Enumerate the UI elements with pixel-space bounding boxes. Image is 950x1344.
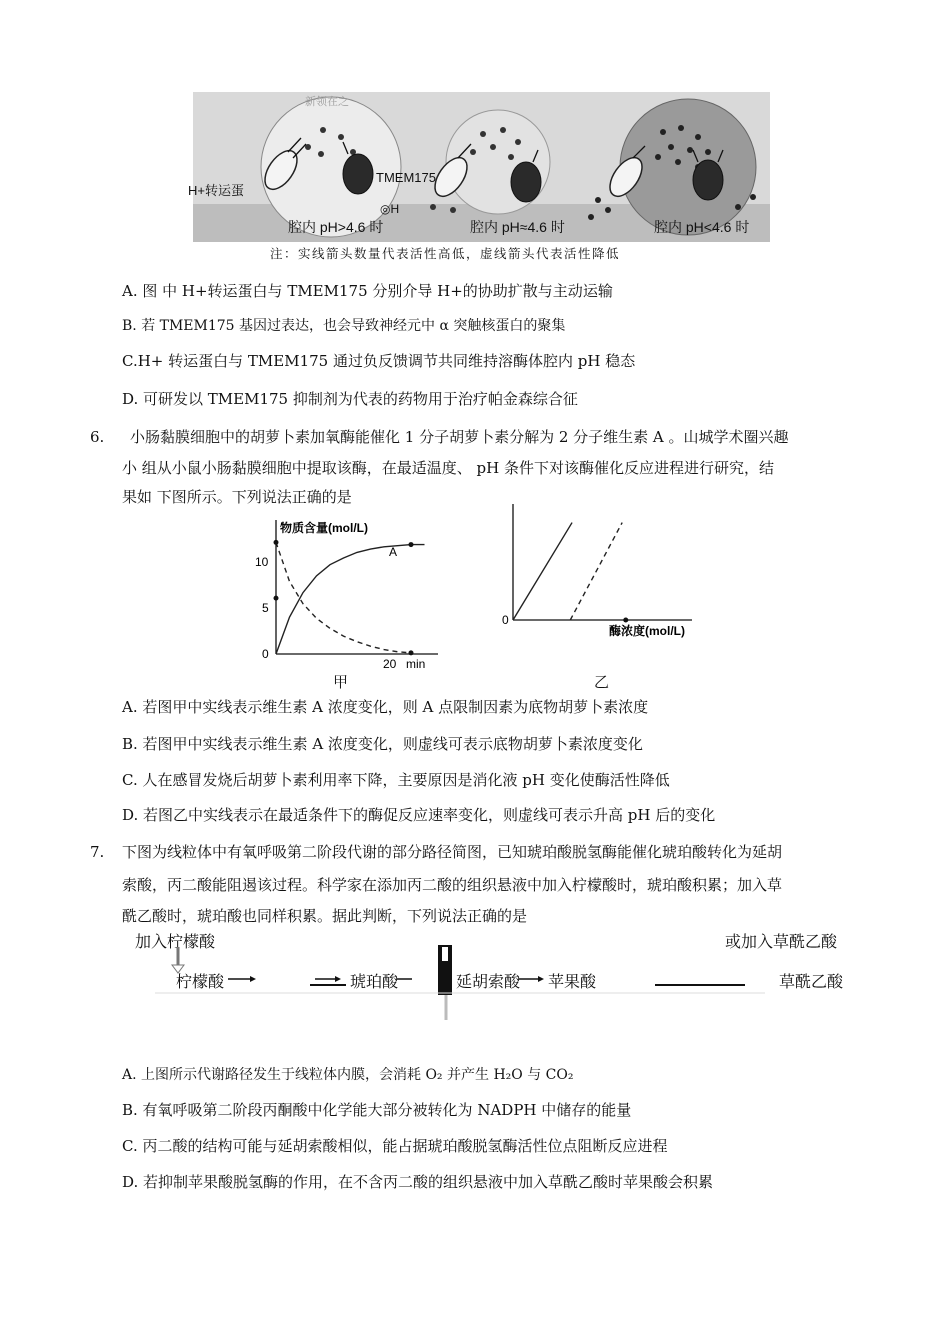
q7-stem-line-1: 下图为线粒体中有氧呼吸第二阶段代谢的部分路径简图，已知琥珀酸脱氢酶能催化琥珀酸转化为延胡 (122, 843, 783, 861)
label-add-oxaloacetate: 或加入草酰乙酸 (725, 934, 838, 951)
label-tmem175: TMEM175 (376, 170, 436, 185)
label-citrate: 柠檬酸 (176, 974, 225, 991)
jia-ytick-5: 5 (262, 601, 269, 615)
label-h-transporter: H+转运蛋 (188, 183, 244, 198)
q6-stem-line-2: 小 组从小鼠小肠黏膜细胞中提取该酶，在最适温度、 pH 条件下对该酶催化反应进程进行研究，结 (122, 459, 774, 477)
q6-option-b: B. 若图甲中实线表示维生素 A 浓度变化，则虚线可表示底物胡萝卜素浓度变化 (122, 735, 643, 753)
label-fumarate: 延胡索酸 (456, 974, 521, 991)
label-succinate: 琥珀酸 (350, 974, 399, 991)
q7-stem-line-2: 索酸，丙二酸能阻遏该过程。科学家在添加丙二酸的组织悬液中加入柠檬酸时，琥珀酸积累；加入草 (122, 876, 783, 894)
label-h-ion: ◎H (380, 202, 400, 216)
jia-dot-a (409, 542, 414, 547)
jia-dot-end (409, 650, 414, 655)
q5-option-b: B. 若 TMEM175 基因过表达，也会导致神经元中 α 突触核蛋白的聚集 (122, 318, 566, 334)
jia-xtick-20: 20 (383, 657, 397, 671)
q7-option-c: C. 丙二酸的结构可能与延胡索酸相似，能占据琥珀酸脱氢酶活性位点阻断反应进程 (122, 1137, 668, 1155)
jia-xlabel: min (406, 657, 426, 671)
chart-jia-title: 甲 (333, 674, 349, 691)
panel-label-3: 腔内 pH<4.6 时 (654, 219, 750, 235)
jia-ylabel: 物质含量(mol/L) (280, 521, 368, 535)
q5-option-c: C.H+ 转运蛋白与 TMEM175 通过负反馈调节共同维持溶酶体腔内 pH 稳态 (122, 352, 636, 370)
watermark: 新领在之 (305, 95, 349, 108)
jia-ytick-10: 10 (255, 555, 269, 569)
jia-dot-start-10 (274, 540, 279, 545)
q6-option-d: D. 若图乙中实线表示在最适条件下的酶促反应速率变化，则虚线可表示升高 pH 后的变化 (122, 806, 716, 824)
q6-number: 6. (90, 428, 105, 446)
tmem175-2 (511, 162, 541, 202)
q5-option-a: A. 图 中 H+转运蛋白与 TMEM175 分别介导 H+的协助扩散与主动运输 (122, 282, 613, 300)
label-oxaloacetate: 草酰乙酸 (779, 974, 844, 991)
tmem175-1 (343, 154, 373, 194)
tmem175-3 (693, 160, 723, 200)
panel-label-2: 腔内 pH≈4.6 时 (470, 219, 565, 235)
q7-stem-line-3: 酰乙酸时，琥珀酸也同样积累。据此判断，下列说法正确的是 (122, 907, 528, 925)
chart-yi-title: 乙 (594, 674, 610, 691)
jia-series-solid (276, 545, 425, 654)
chart-yi (497, 502, 697, 642)
q7-option-b: B. 有氧呼吸第二阶段丙酮酸中化学能大部分被转化为 NADPH 中储存的能量 (122, 1101, 632, 1119)
q7-option-a: A. 上图所示代谢路径发生于线粒体内膜，会消耗 O₂ 并产生 H₂O 与 CO₂ (122, 1067, 574, 1083)
figure-note: 注：实线箭头数量代表活性高低，虚线箭头代表活性降低 (270, 246, 621, 261)
q6-stem-line-1: 小肠黏膜细胞中的胡萝卜素加氧酶能催化 1 分子胡萝卜素分解为 2 分子维生素 A 。山城学术圈兴趣 (130, 428, 789, 446)
q7-number: 7. (90, 843, 105, 861)
panel-label-1: 腔内 pH>4.6 时 (288, 219, 384, 235)
yi-series-dashed (570, 523, 622, 620)
q5-option-d: D. 可研发以 TMEM175 抑制剂为代表的药物用于治疗帕金森综合征 (122, 390, 578, 408)
label-malate: 苹果酸 (548, 974, 597, 991)
jia-point-a-label: A (389, 545, 398, 559)
q6-option-c: C. 人在感冒发烧后胡萝卜素利用率下降，主要原因是消化液 pH 变化使酶活性降低 (122, 771, 670, 789)
yi-series-solid (513, 523, 572, 620)
yi-origin: 0 (502, 613, 509, 627)
q6-stem-line-3: 果如 下图所示。下列说法正确的是 (122, 488, 352, 506)
yi-axis-dot (623, 618, 628, 623)
yi-xlabel: 酶浓度(mol/L) (609, 624, 685, 638)
chart-jia (243, 512, 443, 690)
q6-option-a: A. 若图甲中实线表示维生素 A 浓度变化，则 A 点限制因素为底物胡萝卜素浓度 (122, 698, 649, 716)
jia-dot-5 (274, 596, 279, 601)
q7-option-d: D. 若抑制苹果酸脱氢酶的作用，在不含丙二酸的组织悬液中加入草酰乙酸时苹果酸会积累 (122, 1173, 714, 1191)
jia-ytick-0: 0 (262, 647, 269, 661)
label-add-citrate: 加入柠檬酸 (135, 934, 216, 951)
